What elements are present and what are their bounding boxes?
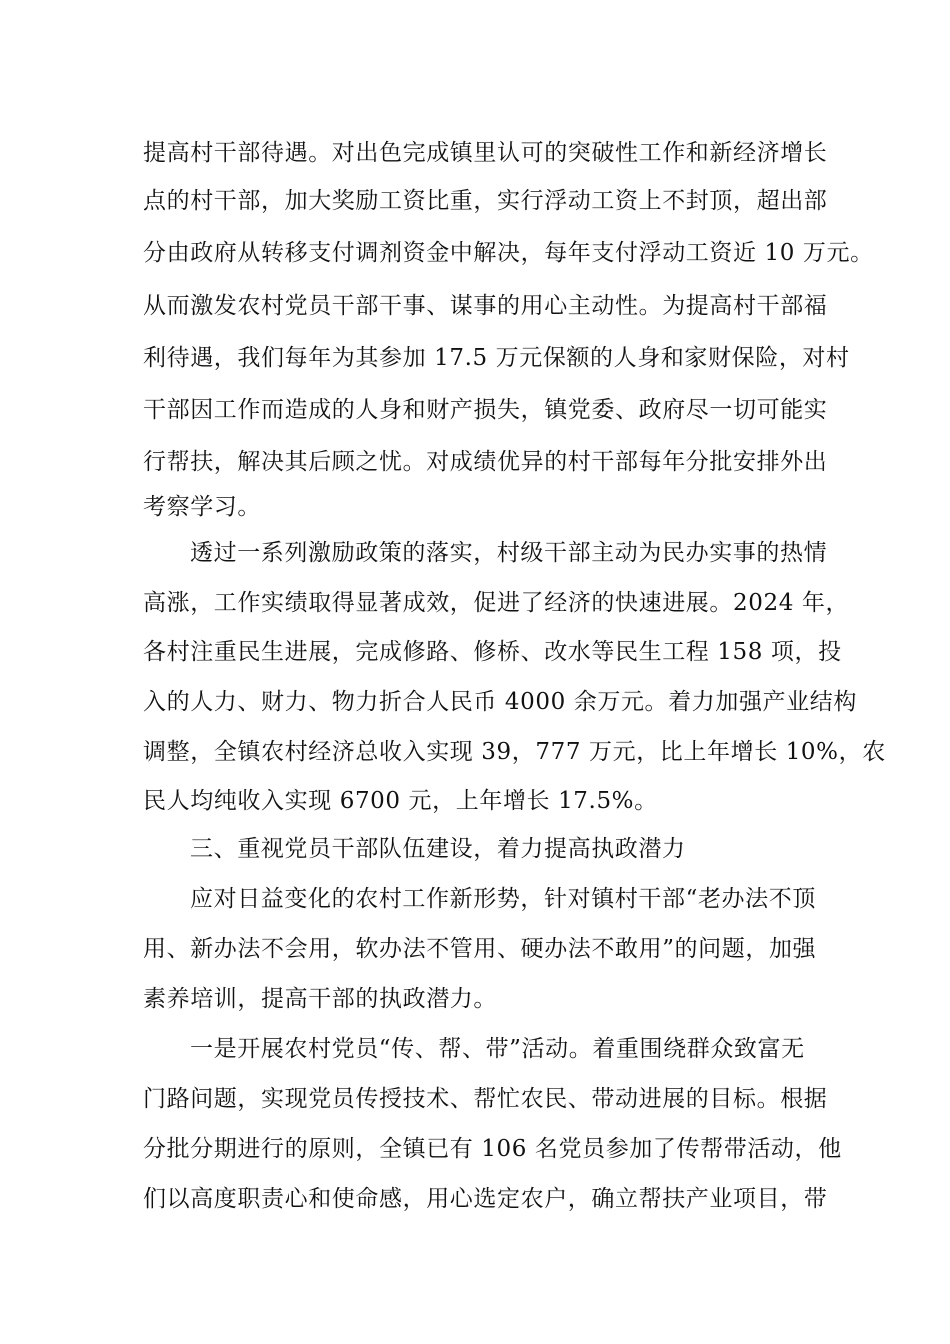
text-line: 行帮扶，解决其后顾之忧。对成绩优异的村干部每年分批安排外出 bbox=[143, 449, 828, 475]
text-line: 各村注重民生进展，完成修路、修桥、改水等民生工程 158 项，投 bbox=[143, 639, 842, 665]
text-line: 从而激发农村党员干部干事、谋事的用心主动性。为提高村干部福 bbox=[143, 293, 828, 319]
text-line: 素养培训，提高干部的执政潜力。 bbox=[143, 986, 497, 1012]
section-heading: 三、重视党员干部队伍建设，着力提高执政潜力 bbox=[190, 836, 686, 862]
text-line: 分批分期进行的原则，全镇已有 106 名党员参加了传帮带活动，他 bbox=[143, 1136, 842, 1162]
text-line: 分由政府从转移支付调剂资金中解决，每年支付浮动工资近 10 万元。 bbox=[143, 240, 874, 266]
text-line: 考察学习。 bbox=[143, 494, 261, 520]
text-line: 调整，全镇农村经济总收入实现 39，777 万元，比上年增长 10%，农 bbox=[143, 739, 886, 765]
text-line: 们以高度职责心和使命感，用心选定农户，确立帮扶产业项目，带 bbox=[143, 1186, 828, 1212]
text-line: 入的人力、财力、物力折合人民币 4000 余万元。着力加强产业结构 bbox=[143, 689, 857, 715]
text-line: 门路问题，实现党员传授技术、帮忙农民、带动进展的目标。根据 bbox=[143, 1086, 828, 1112]
text-line: 民人均纯收入实现 6700 元，上年增长 17.5%。 bbox=[143, 788, 658, 814]
text-line: 提高村干部待遇。对出色完成镇里认可的突破性工作和新经济增长 bbox=[143, 140, 828, 166]
text-line: 点的村干部，加大奖励工资比重，实行浮动工资上不封顶，超出部 bbox=[143, 188, 828, 214]
text-line: 用、新办法不会用，软办法不管用、硬办法不敢用”的问题，加强 bbox=[143, 936, 817, 962]
text-line: 利待遇，我们每年为其参加 17.5 万元保额的人身和家财保险，对村 bbox=[143, 345, 850, 371]
paragraph-first-line: 一是开展农村党员“传、帮、带”活动。着重围绕群众致富无 bbox=[190, 1036, 805, 1062]
paragraph-first-line: 透过一系列激励政策的落实，村级干部主动为民办实事的热情 bbox=[190, 540, 828, 566]
text-line: 干部因工作而造成的人身和财产损失，镇党委、政府尽一切可能实 bbox=[143, 397, 828, 423]
text-line: 高涨，工作实绩取得显著成效，促进了经济的快速进展。2024 年， bbox=[143, 590, 850, 616]
paragraph-first-line: 应对日益变化的农村工作新形势，针对镇村干部“老办法不顶 bbox=[190, 886, 816, 912]
